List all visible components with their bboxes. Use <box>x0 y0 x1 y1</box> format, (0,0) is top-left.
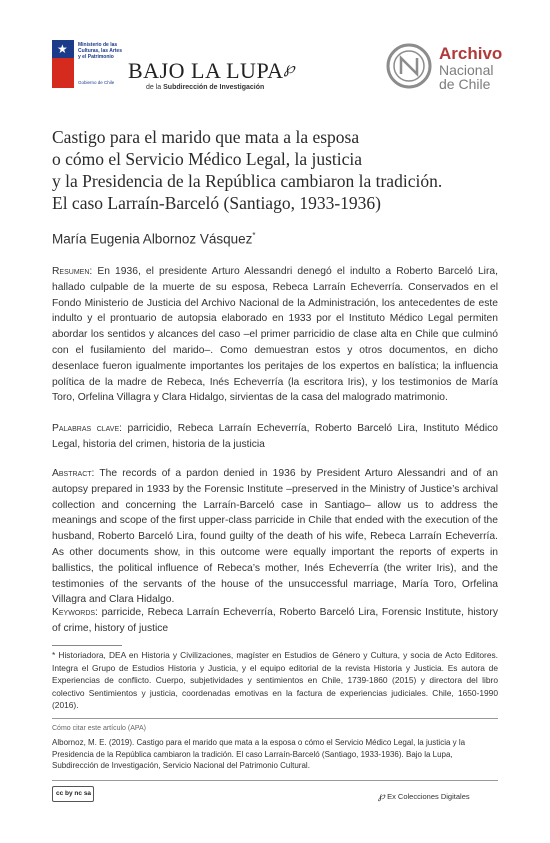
keywords-label: Keywords: <box>52 607 98 618</box>
palabras-clave-label: Palabras clave: <box>52 423 122 434</box>
ministry-label: Ministerio de las Culturas, las Artes y el Patrimonio <box>78 42 122 60</box>
star-icon: ★ <box>57 42 68 56</box>
keywords-paragraph <box>52 605 498 637</box>
magnifier-icon: ℘ <box>283 60 296 77</box>
citation-divider-bottom <box>52 780 498 781</box>
citation-text: Albornoz, M. E. (2019). Castigo para el marido que mata a la esposa o cómo el Servicio Médico Legal, la justicia y la Presidencia de la República cambiaron la tradición. El caso Larraín-Barceló (Santiago, 1933-1936). Bajo la Lupa, Subdirección de Investigación, Servicio Nacional del Patrimonio Cultural. <box>52 738 466 770</box>
article-title <box>52 126 522 214</box>
keywords-text: parricide, Rebeca Larraín Echeverría, Roberto Barceló Lira, Forensic Institute, history of crime, history of justice <box>52 607 498 634</box>
ex-colecciones-label <box>378 791 470 802</box>
series-title <box>128 58 295 84</box>
footnote-divider <box>52 645 122 646</box>
citation-label: Cómo citar este artículo (APA) <box>52 725 147 732</box>
title-line: Castigo para el marido que mata a la esposa <box>52 127 360 147</box>
series-subtitle-unit: Subdirección de Investigación <box>163 84 265 91</box>
abstract-text: The records of a pardon denied in 1936 by President Arturo Alessandri and of an autopsy prepared in 1933 by the Forensic Institute –preserved in the Ministry of Justice’s archival collection and concerning the Larraín-Barceló case in Santiago– allow us to address the meanings and scope of the first upper-class parricide in Chile that ended with the execution of the husband, Roberto Barceló Lira, found guilty of the death of his wife, Rebeca Larraín Echeverría. As other documents show, in this outcome were equally important the reports of experts in ballistics, the political influence of Rebeca’s mother, Inés Echeverría (the writer Iris), and the testimonies of the servants of the house of the unsuccessful marriage, María Toro, Orfelina Villagra and Clara Hidalgo. <box>52 468 498 606</box>
palabras-clave-text: parricidio, Rebeca Larraín Echeverría, Roberto Barceló Lira, Instituto Médico Legal, historia del crimen, historia de la justicia <box>52 423 498 450</box>
cc-badge-text: cc by nc sa <box>56 790 92 797</box>
series-title-text: BAJO LA LUPA <box>128 58 284 83</box>
creative-commons-license-icon[interactable] <box>52 786 94 802</box>
title-line: o cómo el Servicio Médico Legal, la justicia <box>52 149 363 169</box>
series-subtitle-prefix: de la <box>146 84 164 91</box>
author-footnote-mark: * <box>252 231 256 240</box>
resumen-text: En 1936, el presidente Arturo Alessandri denegó el indulto a Roberto Barceló Lira, hallado culpable de la muerte de su esposa, Rebeca Larraín Echeverría. Conservados en el Fondo Ministerio de Justicia del Archivo Nacional de la Administración, los antecedentes de este indulto y el prontuario de autopsia elaborado en 1933 por el Instituto Médico Legal permiten abordar los sentidos y alcances del caso –el primer parricidio de clase alta en Chile que culminó con el fusilamiento del marido–. Como demuestran estos y otros documentos, en dicho desenlace fueron igualmente importantes los peritajes de los expertos en balística; la influencia política de la madre de Rebeca, Inés Echeverría (la escritora Iris), y los testimonios de María Toro, Orfelina Villagra y Clara Hidalgo, sirvientas de la casa del malogrado matrimonio. <box>52 266 498 404</box>
abstract-paragraph <box>52 466 498 608</box>
author-name <box>52 231 256 247</box>
archivo-name-line3: de Chile <box>439 76 491 92</box>
author-footnote: * Historiadora, DEA en Historia y Civilizaciones, magíster en Estudios de Género y Cultura, y socia de Acto Editores. Integra el Grupo de Estudios Historia y Justicia, y el equipo editorial de la revista Historia y Justicia. Es autora de Experiencias de conflicto. Cuerpo, subjetividades y sentimientos en Chile, 1739-1860 (2015) y directora del libro colectivo Sentimientos y justicia, coordenadas emotivas en la factura de experiencias judiciales. Chile, 1650-1990 (2016). <box>52 650 498 711</box>
flag-red-field <box>52 58 74 88</box>
archivo-name-line2: Nacional <box>439 62 494 78</box>
ex-mark-icon: ℘ <box>378 791 385 802</box>
resumen-paragraph <box>52 264 498 406</box>
resumen-label: Resumen: <box>52 266 93 277</box>
government-logo <box>52 40 122 90</box>
title-line: y la Presidencia de la República cambiaron la tradición. <box>52 171 443 191</box>
title-line: El caso Larraín-Barceló (Santiago, 1933-1936) <box>52 193 381 213</box>
citation-divider-top <box>52 718 498 719</box>
archivo-seal-icon <box>386 43 432 89</box>
collection-name: Ex Colecciones Digitales <box>387 792 470 801</box>
palabras-clave-paragraph <box>52 421 498 453</box>
author-text: María Eugenia Albornoz Vásquez <box>52 231 253 247</box>
government-label: Gobierno de Chile <box>78 80 115 85</box>
abstract-label: Abstract: <box>52 468 95 479</box>
series-subtitle <box>146 84 264 91</box>
archivo-name-line1: Archivo <box>439 44 503 63</box>
